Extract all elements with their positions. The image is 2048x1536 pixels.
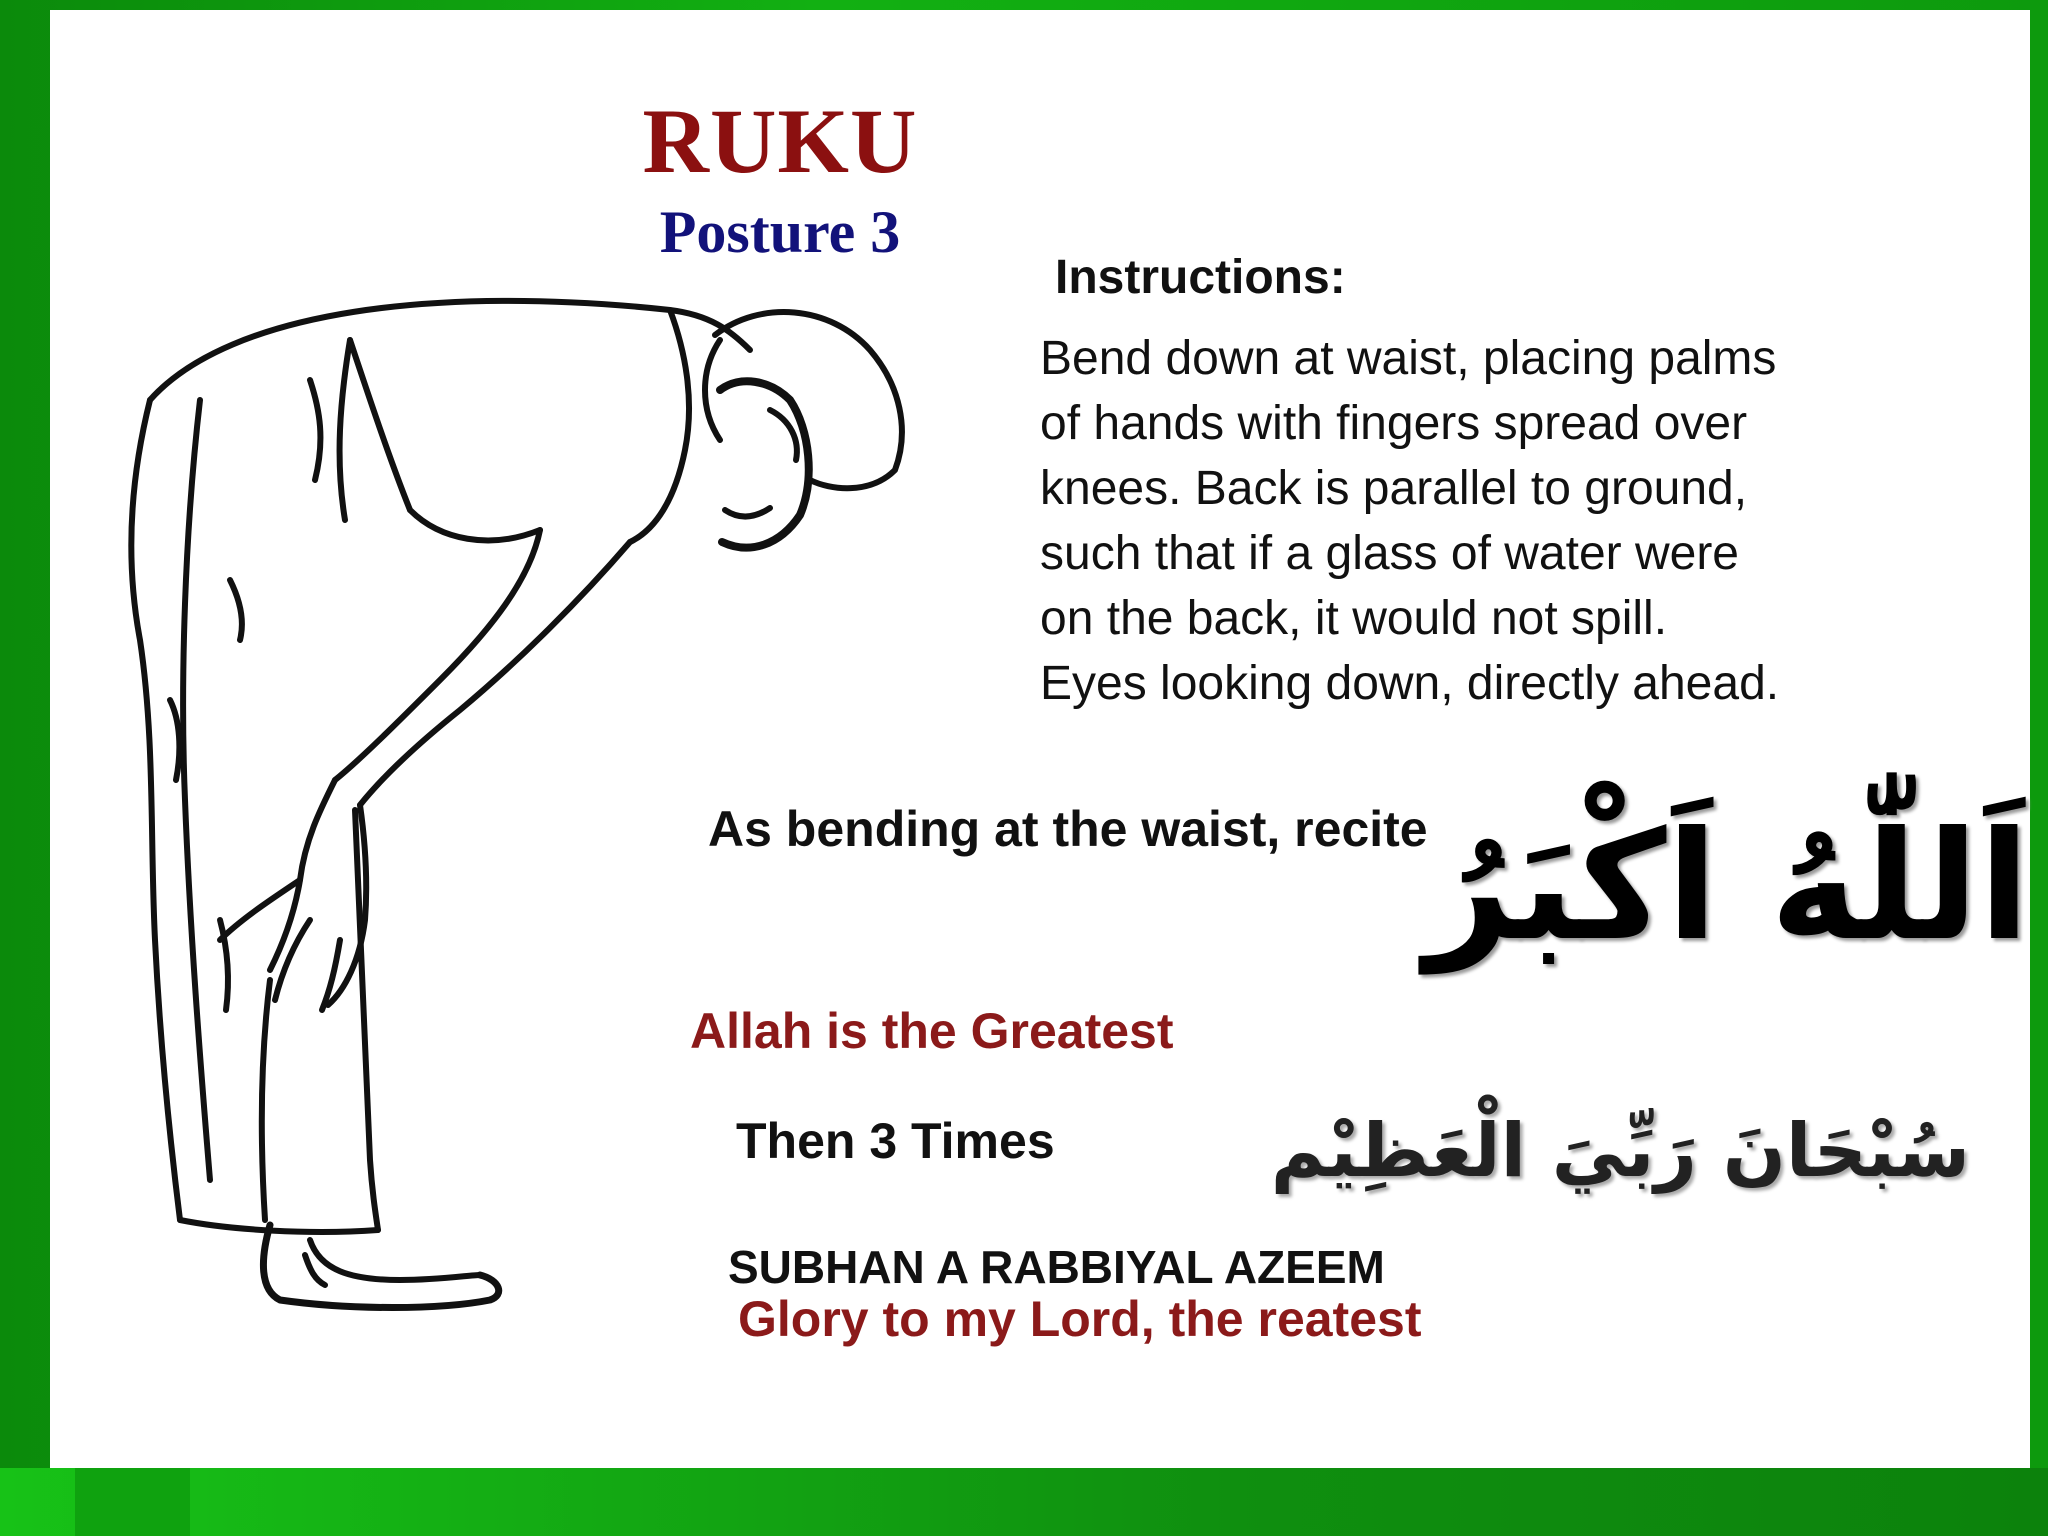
arabic-tasbih-calligraphy: سُبْحَانَ رَبِّيَ الْعَظِيْم xyxy=(1270,1108,1970,1194)
instructions-line: knees. Back is parallel to ground, xyxy=(1040,462,1748,515)
tasbih-transliteration: SUBHAN A RABBIYAL AZEEM xyxy=(728,1241,1385,1293)
repeat-instruction: Then 3 Times xyxy=(736,1113,1055,1169)
instructions-heading: Instructions: xyxy=(1055,251,1346,304)
instructions-line: of hands with fingers spread over xyxy=(1040,397,1748,450)
instructions-line: on the back, it would not spill. xyxy=(1040,592,1668,645)
slide-panel xyxy=(50,10,2030,1468)
arabic-takbir-calligraphy: اَللّٰهُ اَكْبَرُ xyxy=(1424,800,2030,974)
instructions-text xyxy=(1040,326,1940,716)
instructions-line: Bend down at waist, placing palms xyxy=(1040,332,1777,385)
bottom-green-bar xyxy=(0,1468,2048,1536)
slide-title: RUKU xyxy=(642,90,918,192)
takbir-translation: Allah is the Greatest xyxy=(690,1003,1174,1059)
instructions-line: such that if a glass of water were xyxy=(1040,527,1739,580)
slide-subtitle: Posture 3 xyxy=(659,199,901,265)
bottom-bar-shade xyxy=(75,1468,190,1536)
tasbih-translation: Glory to my Lord, the reatest xyxy=(738,1291,1422,1347)
instructions-line: Eyes looking down, directly ahead. xyxy=(1040,657,1780,710)
recite-instruction: As bending at the waist, recite xyxy=(708,801,1428,857)
